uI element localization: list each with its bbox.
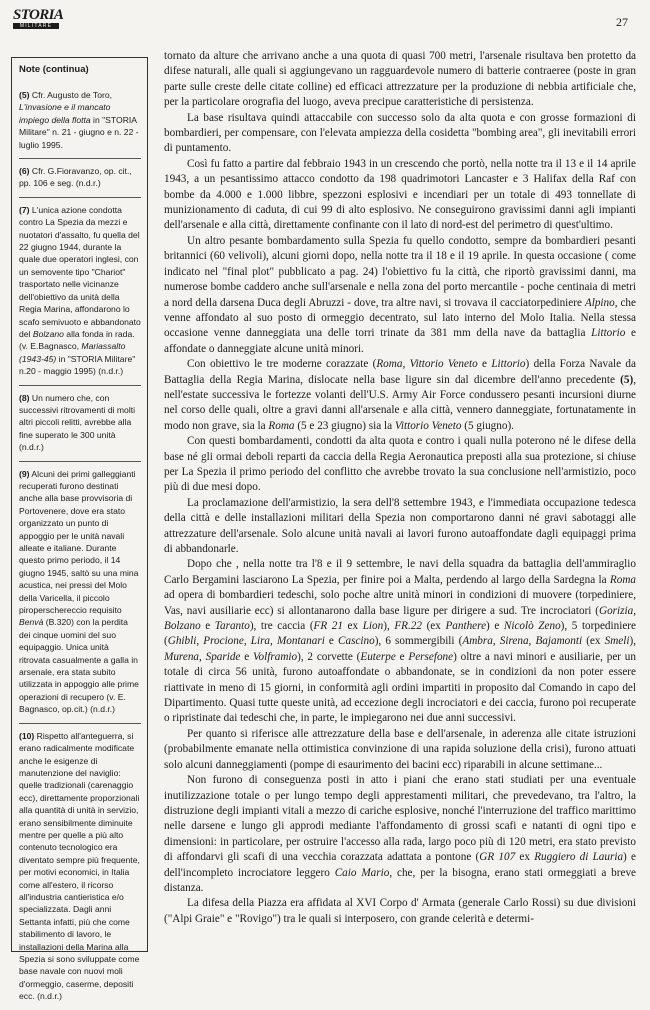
footnote-text: Cfr. Augusto de Toro, L'invasione e il mancato impiego della flotta in "STORIA Militare" n. 21 - giugno e n. 22 - luglio 1995. bbox=[19, 90, 139, 150]
footnote-text: Cfr. G.Fioravanzo, op. cit., pp. 106 e seg. (n.d.r.) bbox=[19, 166, 132, 189]
article-paragraph: Per quanto si riferisce alle attrezzature della base e dell'arsenale, in aderenza alle citate istruzioni (probabilmente emanate nella ottimistica convinzione di una rapida soluzione della crisi), furono attuati solo alcuni danneggiamenti (pompe di esaurimento dei bacini ecc) riparabili in alcune settimane... bbox=[164, 727, 636, 771]
article-paragraph: Non furono di conseguenza posti in atto i piani che erano stati studiati per una eventuale inutilizzazione totale o per lungo tempo degli apprestamenti militari, che prevedevano, tra l'altro, la distruzione degli impianti vitali a mezzo di cariche esplosive, nonché l'interruzione del traffico marittimo nelle darsene e lungo gli approdi mediante l'affondamento di grossi scafi e natanti di ogni tipo e dimensioni: in particolare, per ostruire l'accesso alla rada, largo poco più di 120 metri, era stato previsto di affondarvi gli scafi di una vecchia corazzata adattata a pontone (GR 107 ex Ruggiero di Lauria) e dell'incompleto incrociatore leggero Caio Mario, che, per la bisogna, erano stati ormeggiati a breve distanza. bbox=[164, 774, 637, 894]
article-paragraph: Così fu fatto a partire dal febbraio 1943 in un crescendo che portò, nella notte tra il 13 e il 14 aprile 1943, a un pesantissimo attacco condotto da 198 quadrimotori Lancaster e 3 Halifax della Raf con bombe da 4.000 e 1.000 libbre, spezzoni esplosivi e incendiari per un totale di 493 tonnellate di munizionamento di caduta, di cui 99 di alto esplosivo. Ne conseguirono gravissimi danni agli impianti dell'arsenale e alla città, direttamente confinante con il lato di nord-est del perimetro di quest'ultimo. bbox=[164, 157, 636, 232]
footnote-text: L'unica azione condotta contro La Spezia da mezzi e nuotatori d'assalto, fu quella del 22 giugno 1944, durante la quale due operatori inglesi, con un semovente tipo "Chariot" trasportato nelle vicinanze dell'obiettivo da unità della Regia Marina, affondarono lo scafo semivuoto e abbandonato del Bolzano alla fonda in rada. (v. E.Bagnasco, Mariassalto (1943-45) in "STORIA Militare" n.20 - maggio 1995) (n.d.r.) bbox=[19, 204, 141, 377]
footnote-text: Alcuni dei primi galleggianti recuperati furono destinati anche alla base provvisoria di Portovenere, dove era stato organizzato un punto di appoggio per le unità navali alleate e italiane. Durante questo primo periodo, il 14 giugno 1945, saltò su una mina acustica, nei pressi del Molo della Varicella, il piccolo piroperschereccio requisito Benvà (B.320) con la perdita dei cinque uomini del suo equipaggio. Unica unità ritrovata casualmente a galla in arsenale, era stata subito utilizzata in appoggio alle prime operazioni di recupero (v. E. Bagnasco, op.cit.) (n.d.r.) bbox=[19, 468, 139, 715]
notes-sidebar bbox=[11, 57, 148, 1002]
footnote-number: (9) bbox=[19, 468, 30, 479]
article-paragraph: Con questi bombardamenti, condotti da alta quota e contro i quali nulla poterono né le difese della base né gli ormai deboli reparti da caccia della Regia Aeronautica preposti alla sua protezione, si chiuse per La Spezia il primo periodo del conflitto che avrebbe trovato la sua conclusione nell'armistizio, poco più di due mesi dopo. bbox=[164, 435, 636, 494]
footnote-text: Rispetto all'anteguerra, si erano radicalmente modificate anche le esigenze di manutenzione del naviglio: quelle tradizionali (carenaggio ecc), direttamente proporzionali alla quantità di unità in servizio, erano sensibilmente diminuite mentre per quelle a più alto contenuto tecnologico era diventato sempre più frequente, per motivi economici, in Italia come all'estero, il ricorso all'industria cantieristica e/o specializzata. Dagli anni Settanta infatti, più che come stabilimento di lavoro, le installazioni della Marina alla Spezia si sono sviluppate come base navale con nuovi moli d'ormeggio, caserme, depositi ecc. (n.d.r.) bbox=[19, 730, 140, 1002]
footnote bbox=[19, 89, 141, 159]
article-paragraph: Dopo che , nella notte tra l'8 e il 9 settembre, le navi della squadra da battaglia dell'ammiraglio Carlo Bergamini lasciarono La Spezia, per finire poi a Malta, perdendo al largo della Sardegna la Roma ad opera di bombardieri tedeschi, solo poche altre unità minori in condizioni di muovere (torpediniere, Vas, navi ausiliarie ecc) si allontanarono dalla base ligure per dirigere a sud. Tre incrociatori (Gorizia, Bolzano e Taranto), tre caccia (FR 21 ex Lion), FR.22 (ex Panthere) e Nicolò Zeno), 5 torpediniere (Ghibli, Procione, Lira, Montanari e Cascino), 6 sommergibili (Ambra, Sirena, Bajamonti (ex Smeli), Murena, Sparide e Volframio), 2 corvette (Euterpe e Persefone) oltre a navi minori e ausiliarie, per un totale di circa 56 unità, furono autoaffondate o abbandonate, se in condizioni da non poter essere riattivate in meno di 15 giorni, in conformità agli ordini impartiti in proposito dal Comando in capo del Dipartimento. Quasi tutte queste unità, ad eccezione degli incrociatori e dei caccia, furono poi recuperate o ripristinate dai tedeschi che, in parte, le impiegarono nei due anni successivi. bbox=[164, 558, 636, 725]
article-body bbox=[164, 49, 636, 959]
article-paragraph: La proclamazione dell'armistizio, la sera dell'8 settembre 1943, e l'immediata occupazione tedesca della città e delle installazioni militari della Spezia non comportarono danni né gravi sabotaggi alle attrezzature dell'arsenale. Solo alcune unità navali ai lavori furono autoaffondate dagli equipaggi prima di abbandonarle. bbox=[164, 496, 636, 555]
page-number: 27 bbox=[616, 15, 628, 29]
logo-title: STORIA bbox=[13, 7, 64, 23]
notes-title: Note (continua) bbox=[19, 64, 89, 75]
article-paragraph: Un altro pesante bombardamento sulla Spezia fu quello condotto, sempre da bombardieri pesanti britannici (60 velivoli), alcuni giorni dopo, nella notte tra il 18 e il 19 aprile. In questa occasione ( come indicato nel "final plot" pubblicato a pag. 24) l'obiettivo fu la città, che riportò gravissimi danni, ma numerose bombe caddero anche sull'arsenale e nella zona del porto mercantile - poche centinaia di metri a nord della darsena Duca degli Abruzzi - dove, tra altre navi, si trovava il cacciatorpediniere Alpino, che venne affondato al suo posto di ormeggio decentrato, sul lato interno del Molo Italia. Nella stessa occasione venne danneggiata una delle torri trinate da 381 mm della nave da battaglia Littorio e affondate o danneggiate alcune unità minori. bbox=[164, 234, 636, 355]
article-paragraph: La base risultava quindi attaccabile con successo solo da alta quota e con grosse formazioni di bombardieri, per compensare, con l'elevata ampiezza della cosidetta "bombing area", gli inevitabili errori di puntamento. bbox=[164, 111, 636, 155]
footnote-number: (8) bbox=[19, 392, 30, 403]
magazine-logo bbox=[13, 7, 64, 29]
footnote-number: (7) bbox=[19, 204, 30, 215]
logo-subtitle: MILITARE bbox=[13, 23, 59, 29]
notes-list bbox=[19, 89, 141, 1010]
footnote bbox=[19, 392, 141, 462]
article-paragraph: tornato da alture che arrivano anche a una quota di quasi 700 metri, l'arsenale risultava ben protetto da difese naturali, alle quali si aggiungevano un ragguardevole numero di batterie contraeree (poste in gran parte sulle creste delle citate colline) ed efficaci attrezzature per la produzione di nebbia artificiale che, per la particolare orografia del luogo, aveva precipue caratteristiche di persistenza. bbox=[164, 50, 636, 109]
footnote bbox=[19, 730, 141, 1010]
footnote-number: (10) bbox=[19, 730, 35, 741]
article-paragraph: La difesa della Piazza era affidata al XVI Corpo d' Armata (generale Carlo Rossi) su due divisioni ("Alpi Graie" e "Rovigo") tra le quali si interposero, con grande celerità e determi- bbox=[164, 897, 636, 925]
footnote-text: Un numero che, con successivi ritrovamenti di molti altri piccoli relitti, avrebbe alla fine superato le 300 unità (n.d.r.) bbox=[19, 392, 136, 453]
footnote-number: (6) bbox=[19, 166, 30, 177]
footnote-number: (5) bbox=[19, 90, 30, 100]
footnote bbox=[19, 204, 141, 386]
article-paragraph: Con obiettivo le tre moderne corazzate (Roma, Vittorio Veneto e Littorio) della Forza Navale da Battaglia della Regia Marina, dislocate nella base ligure sin dal dicembre dell'anno precedente (5), nell'estate successiva le fortezze volanti dell'U.S. Army Air Force condussero pesanti incursioni diurne nel corso delle quali, oltre a gravi danni all'arsenale e alla città, vennero danneggiate, fortunatamente in modo non grave, sia la Roma (5 e 23 giugno) sia la Vittorio Veneto (5 giugno). bbox=[164, 358, 636, 432]
footnote bbox=[19, 468, 141, 724]
footnote bbox=[19, 165, 141, 198]
